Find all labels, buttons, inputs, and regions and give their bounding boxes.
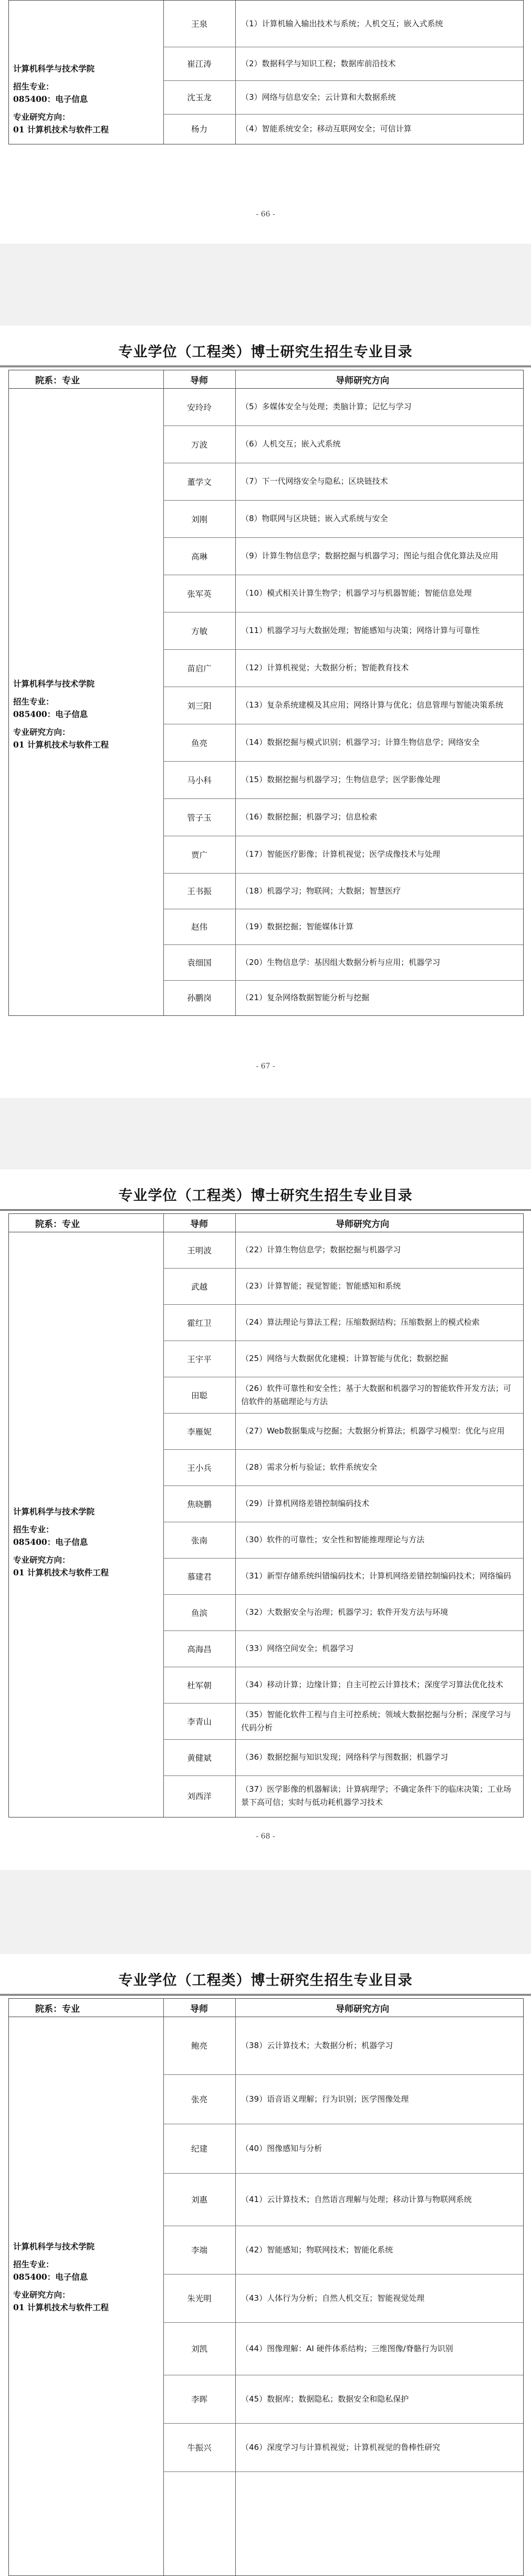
research-direction: （10）模式相关计算生物学；机器学习与机器智能；智能信息处理 — [241, 588, 472, 598]
header-advisor: 导师 — [190, 375, 208, 386]
research-direction: （44）图像理解：AI 硬件体系结构；三维图像/脊骼行为识别 — [241, 2343, 453, 2353]
table-row — [163, 649, 523, 687]
advisor-name: 杜军朝 — [187, 1680, 212, 1690]
college-name: 计算机科学与技术学院 — [13, 2241, 95, 2251]
advisor-name: 万波 — [191, 440, 207, 450]
page-number: - 67 - — [256, 1062, 275, 1071]
table-row — [163, 80, 523, 115]
research-direction: （33）网络空间安全；机器学习 — [241, 1644, 354, 1653]
advisor-name: 苗启广 — [187, 663, 212, 673]
header-direction: 导师研究方向 — [336, 2003, 389, 2014]
advisor-name: 李晖 — [191, 2395, 207, 2404]
header-college: 院系：专业 — [35, 1219, 80, 1230]
table-row — [163, 1449, 523, 1486]
research-direction: （32）大数据安全与治理；机器学习；软件开发方法与环境 — [241, 1607, 449, 1617]
direction-label: 专业研究方向： — [13, 2290, 70, 2300]
advisor-name: 鲍亮 — [191, 2041, 207, 2051]
advisor-name: 董学文 — [187, 477, 212, 487]
advisor-name: 鱼滨 — [191, 1608, 207, 1618]
research-direction: （1）计算机输入输出技术与系统；人机交互；嵌入式系统 — [241, 18, 443, 28]
advisor-name: 刘三阳 — [187, 701, 212, 711]
research-direction: （5）多媒体安全与处理；类脑计算；记忆与学习 — [241, 402, 412, 411]
research-direction: （36）数据挖掘与知识发现；网络科学与图数据；机器学习 — [241, 1752, 449, 1762]
table-row — [163, 836, 523, 874]
page-title: 专业学位（工程类）博士研究生招生专业目录 — [118, 1188, 413, 1204]
table-row — [163, 2274, 523, 2323]
advisor-name: 纪建 — [191, 2144, 207, 2154]
table-row — [163, 980, 523, 1015]
table-row — [163, 388, 523, 426]
research-direction: （46）深度学习与计算机视觉；计算机视觉的鲁棒性研究 — [241, 2442, 441, 2452]
college-info — [13, 678, 163, 751]
catalog-page-67 — [0, 326, 531, 1098]
research-direction: （24）算法理论与算法工程；压缩数据结构；压缩数据上的模式检索 — [241, 1317, 480, 1327]
advisor-name: 慕建君 — [187, 1572, 212, 1582]
catalog-table — [8, 370, 524, 1016]
header-direction: 导师研究方向 — [336, 1219, 389, 1230]
advisor-name: 刘惠 — [191, 2195, 207, 2205]
table-row — [163, 798, 523, 836]
table-row — [163, 1630, 523, 1667]
research-direction: （34）移动计算；边缘计算；自主可控云计算技术；深度学习算法优化技术 — [241, 1680, 504, 1689]
table-row — [163, 2322, 523, 2375]
advisor-name: 田聪 — [191, 1390, 207, 1400]
research-direction: （15）数据挖掘与机器学习；生物信息学；医学影像处理 — [241, 775, 441, 784]
catalog-table — [8, 1213, 524, 1817]
research-direction: （21）复杂网络数据智能分析与挖掘 — [241, 992, 370, 1002]
research-direction: （22）计算生物信息学；数据挖掘与机器学习 — [241, 1245, 401, 1254]
major-value: 085400：电子信息 — [13, 1537, 88, 1547]
advisor-name: 刘西洋 — [187, 1792, 212, 1801]
header-direction: 导师研究方向 — [336, 375, 389, 386]
table-row — [163, 1268, 523, 1305]
page-number: - 66 - — [256, 210, 275, 219]
major-label: 招生专业： — [13, 1524, 54, 1534]
advisor-name: 袁细国 — [187, 958, 212, 968]
advisor-name: 李端 — [191, 2246, 207, 2255]
table-row — [163, 575, 523, 612]
advisor-name: 李雁妮 — [187, 1427, 212, 1437]
college-name: 计算机科学与技术学院 — [13, 64, 95, 74]
advisor-name: 王明波 — [187, 1245, 212, 1255]
research-direction: （12）计算机视觉；大数据分析；智能教育技术 — [241, 663, 409, 672]
catalog-table — [8, 0, 524, 144]
major-value: 085400：电子信息 — [13, 709, 88, 719]
table-row — [163, 1594, 523, 1631]
advisor-name: 王书振 — [187, 887, 212, 896]
page-number: - 68 - — [256, 1832, 275, 1841]
research-direction: （25）网络与大数据优化建模；计算智能与优化；数据挖掘 — [241, 1354, 449, 1363]
catalog-page-69 — [0, 1954, 531, 2565]
table-row — [163, 2423, 523, 2472]
direction-value: 01 计算机技术与软件工程 — [13, 1567, 109, 1577]
major-label: 招生专业： — [13, 697, 54, 707]
table-row — [163, 1486, 523, 1522]
table-row — [163, 612, 523, 650]
research-direction: （9）计算生物信息学；数据挖掘与机器学习；图论与组合优化算法及应用 — [241, 551, 498, 560]
table-row — [163, 2074, 523, 2124]
research-direction: （26）软件可靠性和安全性；基于大数据和机器学习的智能软件开发方法；可信软件的基础理论与方法 — [241, 1383, 512, 1406]
table-row — [163, 425, 523, 463]
page-gap — [0, 244, 531, 326]
research-direction: （2）数据科学与知识工程；数据库前沿技术 — [241, 58, 396, 68]
advisor-name: 牛振兴 — [187, 2443, 212, 2453]
header-college: 院系：专业 — [35, 2003, 80, 2014]
table-row — [163, 1, 523, 47]
table-row — [163, 537, 523, 575]
table-row — [163, 873, 523, 909]
research-direction: （31）新型存储系统纠错编码技术；计算机网络差错控制编码技术；网络编码 — [241, 1571, 512, 1581]
advisor-name: 黄健斌 — [187, 1753, 212, 1763]
research-direction: （17）智能医疗影像；计算机视觉；医学成像技术与处理 — [241, 849, 441, 859]
research-direction: （3）网络与信息安全；云计算和大数据系统 — [241, 92, 396, 102]
page-gap — [0, 1870, 531, 1954]
research-direction: （13）复杂系统建模及其应用；网络计算与优化；信息管理与智能决策系统 — [241, 700, 504, 710]
research-direction: （27）Web数据集成与挖掘；大数据分析算法；机器学习模型：优化与应用 — [241, 1426, 505, 1436]
header-college: 院系：专业 — [35, 375, 80, 386]
advisor-name: 张军英 — [187, 589, 212, 599]
advisor-name: 沈玉龙 — [187, 93, 212, 102]
research-direction: （35）智能化软件工程与自主可控系统；领域大数据挖掘与分析；深度学习与代码分析 — [241, 1709, 512, 1732]
direction-value: 01 计算机技术与软件工程 — [13, 2302, 109, 2312]
catalog-page-68 — [0, 1169, 531, 1870]
advisor-name: 刘凯 — [191, 2344, 207, 2354]
table-row — [163, 2017, 523, 2075]
table-row — [163, 1232, 523, 1269]
advisor-name: 赵伟 — [191, 922, 207, 932]
research-direction: （38）云计算技术；大数据分析；机器学习 — [241, 2040, 393, 2050]
direction-label: 专业研究方向： — [13, 112, 70, 122]
table-row — [163, 1703, 523, 1740]
table-row — [163, 687, 523, 724]
advisor-name: 崔江涛 — [187, 59, 212, 69]
college-name: 计算机科学与技术学院 — [13, 1507, 95, 1516]
major-value: 085400：电子信息 — [13, 2272, 88, 2282]
research-direction: （43）人体行为分析；自然人机交互；智能视觉处理 — [241, 2293, 425, 2303]
college-info — [13, 1505, 163, 1579]
advisor-name: 刘刚 — [191, 514, 207, 524]
table-row — [163, 2173, 523, 2226]
direction-value: 01 计算机技术与软件工程 — [13, 740, 109, 750]
direction-label: 专业研究方向： — [13, 727, 70, 737]
research-direction: （29）计算机网络差错控制编码技术 — [241, 1499, 370, 1508]
table-row — [163, 463, 523, 501]
advisor-name: 安玲玲 — [187, 402, 212, 412]
advisor-name: 贾广 — [191, 850, 207, 860]
table-row — [163, 1377, 523, 1414]
table-row — [163, 1667, 523, 1704]
catalog-page-66 — [0, 0, 531, 244]
header-advisor: 导师 — [190, 2003, 208, 2014]
major-label: 招生专业： — [13, 81, 54, 91]
table-row — [163, 1558, 523, 1595]
research-direction: （23）计算智能；视觉智能；智能感知和系统 — [241, 1281, 401, 1291]
research-direction: （39）语音语义理解；行为识别；医学图像处理 — [241, 2094, 409, 2104]
research-direction: （11）机器学习与大数据处理；智能感知与决策；网络计算与可靠性 — [241, 626, 480, 635]
major-value: 085400：电子信息 — [13, 94, 88, 104]
table-row — [163, 2124, 523, 2174]
page-title: 专业学位（工程类）博士研究生招生专业目录 — [118, 1972, 413, 1989]
research-direction: （45）数据库；数据隐私；数据安全和隐私保护 — [241, 2394, 409, 2404]
page-gap — [0, 1098, 531, 1169]
advisor-name: 焦晓鹏 — [187, 1499, 212, 1509]
table-row — [163, 1739, 523, 1776]
table-row — [163, 724, 523, 762]
research-direction: （19）数据挖掘；智能媒体计算 — [241, 921, 354, 931]
research-direction: （41）云计算技术；自然语言理解与处理；移动计算与物联网系统 — [241, 2194, 472, 2204]
table-row — [163, 500, 523, 538]
direction-value: 01 计算机技术与软件工程 — [13, 124, 109, 134]
advisor-name: 王泉 — [191, 19, 207, 29]
advisor-name: 鱼亮 — [191, 738, 207, 748]
advisor-name: 霍红卫 — [187, 1318, 212, 1328]
header-advisor: 导师 — [190, 1219, 208, 1230]
advisor-name: 张亮 — [191, 2095, 207, 2104]
advisor-name: 高海昌 — [187, 1644, 212, 1654]
advisor-name: 杨力 — [191, 124, 207, 134]
research-direction: （28）需求分析与验证；软件系统安全 — [241, 1462, 378, 1472]
research-direction: （14）数据挖掘与模式识别；机器学习；计算生物信息学；网络安全 — [241, 738, 480, 747]
table-row — [163, 761, 523, 799]
table-row — [163, 114, 523, 143]
research-direction: （6）人机交互；嵌入式系统 — [241, 439, 341, 449]
table-row — [163, 909, 523, 945]
advisor-name: 马小科 — [187, 775, 212, 785]
table-row — [163, 2226, 523, 2274]
research-direction: （4）智能系统安全；移动互联网安全；可信计算 — [241, 123, 412, 133]
advisor-name: 李青山 — [187, 1717, 212, 1727]
catalog-table — [8, 1998, 524, 2576]
research-direction: （7）下一代网络安全与隐私；区块链技术 — [241, 476, 388, 486]
table-row — [163, 1341, 523, 1377]
table-row — [163, 47, 523, 81]
research-direction: （37）医学影像的机器解读；计算病理学；不确定条件下的临床决策；工业场景下高可信；实时与低功耗机器学习技术 — [241, 1784, 512, 1807]
table-row — [163, 944, 523, 981]
advisor-name: 高琳 — [191, 552, 207, 562]
advisor-name: 王小兵 — [187, 1463, 212, 1473]
research-direction: （8）物联网与区块链；嵌入式系统与安全 — [241, 514, 388, 523]
research-direction: （20）生物信息学：基因组大数据分析与应用；机器学习 — [241, 957, 441, 967]
table-row — [163, 1775, 523, 1816]
research-direction: （40）图像感知与分析 — [241, 2143, 322, 2153]
college-info — [13, 2240, 163, 2314]
advisor-name: 王宇平 — [187, 1354, 212, 1364]
table-row — [163, 1413, 523, 1450]
research-direction: （18）机器学习；物联网；大数据；智慧医疗 — [241, 886, 401, 896]
page-title: 专业学位（工程类）博士研究生招生专业目录 — [118, 344, 413, 360]
major-label: 招生专业： — [13, 2259, 54, 2269]
research-direction: （16）数据挖掘；机器学习；信息检索 — [241, 812, 378, 822]
research-direction: （42）智能感知；物联网技术；智能化系统 — [241, 2245, 393, 2255]
table-row — [163, 1522, 523, 1559]
table-row — [163, 2375, 523, 2424]
research-direction: （30）软件的可靠性；安全性和智能推理理论与方法 — [241, 1535, 425, 1544]
advisor-name: 朱光明 — [187, 2294, 212, 2303]
direction-label: 专业研究方向： — [13, 1555, 70, 1565]
college-info — [13, 63, 163, 136]
advisor-name: 武越 — [191, 1282, 207, 1292]
table-row — [163, 1304, 523, 1341]
advisor-name: 管子玉 — [187, 813, 212, 823]
advisor-name: 方敏 — [191, 626, 207, 636]
college-name: 计算机科学与技术学院 — [13, 679, 95, 689]
advisor-name: 张南 — [191, 1535, 207, 1545]
advisor-name: 孙鹏岗 — [187, 993, 212, 1003]
